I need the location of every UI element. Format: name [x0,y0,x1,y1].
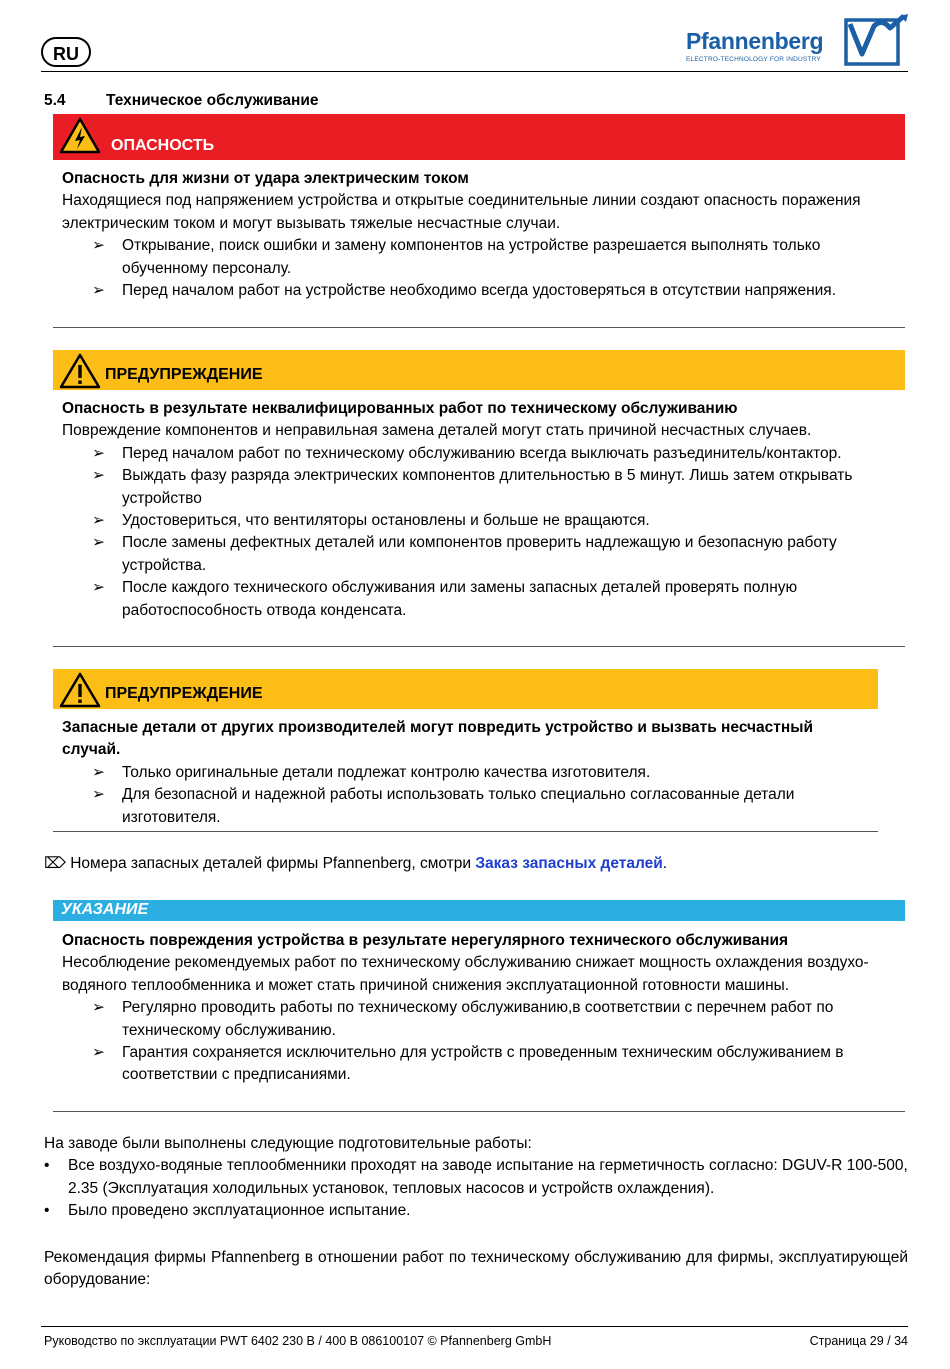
recommendation-paragraph: Рекомендация фирмы Pfannenberg в отношении работ по техническому обслуживанию для фирмы, эксплуатирующей оборудование: [44,1249,908,1289]
page-number: Страница 29 / 34 [809,1334,908,1348]
dot-bullet-icon: • [44,1202,50,1220]
list-item: ➢ Выждать фазу разряда электрических компонентов длительностью в 5 минут. Лишь затем открывать устройство [92,467,853,507]
note-banner [53,900,905,921]
warning-rule [53,646,905,647]
warning-text: Повреждение компонентов и неправильная замена деталей могут стать причиной несчастных случаев. [62,422,812,440]
warning-list [62,762,892,829]
arrow-bullet-icon: ➢ [92,534,105,552]
language-badge: RU [41,37,91,67]
factory-intro: На заводе были выполнены следующие подготовительные работы: [44,1135,532,1152]
list-item: • Все воздухо-водяные теплообменники проходят на заводе испытание на герметичность согласно: DGUV-R 100-500, 2.35 (Эксплуатация холодильных установок, тепловых насосов и устройств охлаждения). [44,1157,908,1197]
warning-body [62,717,822,762]
list-item: ➢ Перед началом работ на устройстве необходимо всегда удостоверяться в отсутствии напряжения. [62,280,892,302]
arrow-bullet-icon: ➢ [92,467,105,485]
arrow-bullet-icon: ➢ [92,444,105,462]
brand-tagline: ELECTRO-TECHNOLOGY FOR INDUSTRY [686,56,821,63]
arrow-bullet-icon: ➢ [92,786,105,804]
reference-text: Номера запасных деталей фирмы Pfannenberg, смотри [70,855,476,872]
spare-parts-link[interactable]: Заказ запасных деталей [475,855,663,872]
note-label: УКАЗАНИЕ [61,901,149,918]
warning-body [62,398,892,622]
reference-line: ⌦ Номера запасных деталей фирмы Pfannenberg, смотри Заказ запасных деталей. [44,855,668,872]
header-rule [41,71,908,72]
danger-list [62,235,892,302]
note-heading: Опасность повреждения устройства в результате нерегулярного технического обслуживания [62,932,789,949]
list-item: ➢ Для безопасной и надежной работы использовать только специально согласованные детали изготовителя. [92,786,795,826]
note-text: Несоблюдение рекомендуемых работ по техническому обслуживанию снижает мощность охлаждения воздухо-водяного теплообменника и может стать причиной снижения эксплуатационной готовности машины. [62,954,869,994]
danger-rule [53,327,905,328]
reference-arrow-icon: ⌦ [44,855,66,872]
list-item: ➢ После замены дефектных деталей или компонентов проверить надлежащую и безопасную работу устройства. [92,534,837,574]
arrow-bullet-icon: ➢ [92,282,105,300]
arrow-bullet-icon: ➢ [92,1044,105,1062]
warning-rule [53,831,878,832]
note-list [62,997,892,1087]
factory-list [44,1155,908,1222]
note-body [62,930,892,1087]
warning-label: ПРЕДУПРЕЖДЕНИЕ [105,366,263,383]
warning-list [62,443,892,622]
warning-label: ПРЕДУПРЕЖДЕНИЕ [105,685,263,702]
arrow-bullet-icon: ➢ [92,999,105,1017]
list-item: • Было проведено эксплуатационное испытание. [44,1200,908,1222]
warning-heading: Запасные детали от других производителей могут повредить устройство и вызвать несчастный случай. [62,719,814,759]
pfannenberg-logo-icon [844,14,908,66]
factory-section [44,1133,908,1223]
section-title: Техническое обслуживание [106,92,319,109]
list-item: ➢ Регулярно проводить работы по техническому обслуживанию,в соответствии с перечнем работ по техническому обслуживанию. [92,999,834,1039]
footer-rule [41,1326,908,1327]
warning-list-wrap [62,762,892,829]
dot-bullet-icon: • [44,1157,50,1175]
electric-hazard-icon [59,117,101,154]
list-item: ➢ Удостовериться, что вентиляторы остановлены и больше не вращаются. [62,510,892,532]
arrow-bullet-icon: ➢ [92,579,105,597]
warning-heading: Опасность в результате неквалифицированных работ по техническому обслуживанию [62,400,738,417]
arrow-bullet-icon: ➢ [92,237,105,255]
warning-banner [53,669,878,709]
danger-label: ОПАСНОСТЬ [111,137,215,154]
danger-text: Находящиеся под напряжением устройства и открытые соединительные линии создают опасность поражения электрическим током и могут вызывать тяжелые несчастные случаи. [62,192,861,232]
warning-banner [53,350,905,390]
list-item: ➢ Перед началом работ по техническому обслуживанию всегда выключать разъединитель/контактор. [62,443,892,465]
brand-name: Pfannenberg [686,28,824,54]
list-item: ➢ Открывание, поиск ошибки и замену компонентов на устройстве разрешается выполнять только обученному персоналу. [92,237,821,277]
list-item: ➢ Гарантия сохраняется исключительно для устройств с проведенным техническим обслуживанием в соответствии с предписаниями. [92,1044,844,1084]
list-item: ➢ Только оригинальные детали подлежат контролю качества изготовителя. [62,762,892,784]
danger-body [62,168,892,302]
note-rule [53,1111,905,1112]
danger-banner [53,114,905,160]
warning-icon [59,672,101,709]
section-number: 5.4 [44,92,66,109]
list-item: ➢ После каждого технического обслуживания или замены запасных деталей проверять полную работоспособность отвода конденсата. [92,579,798,619]
arrow-bullet-icon: ➢ [92,512,105,530]
arrow-bullet-icon: ➢ [92,764,105,781]
warning-icon [59,353,101,390]
danger-heading: Опасность для жизни от удара электрическим током [62,170,469,187]
footer-document-info: Руководство по эксплуатации PWT 6402 230 B / 400 B 086100107 © Pfannenberg GmbH [44,1334,552,1348]
